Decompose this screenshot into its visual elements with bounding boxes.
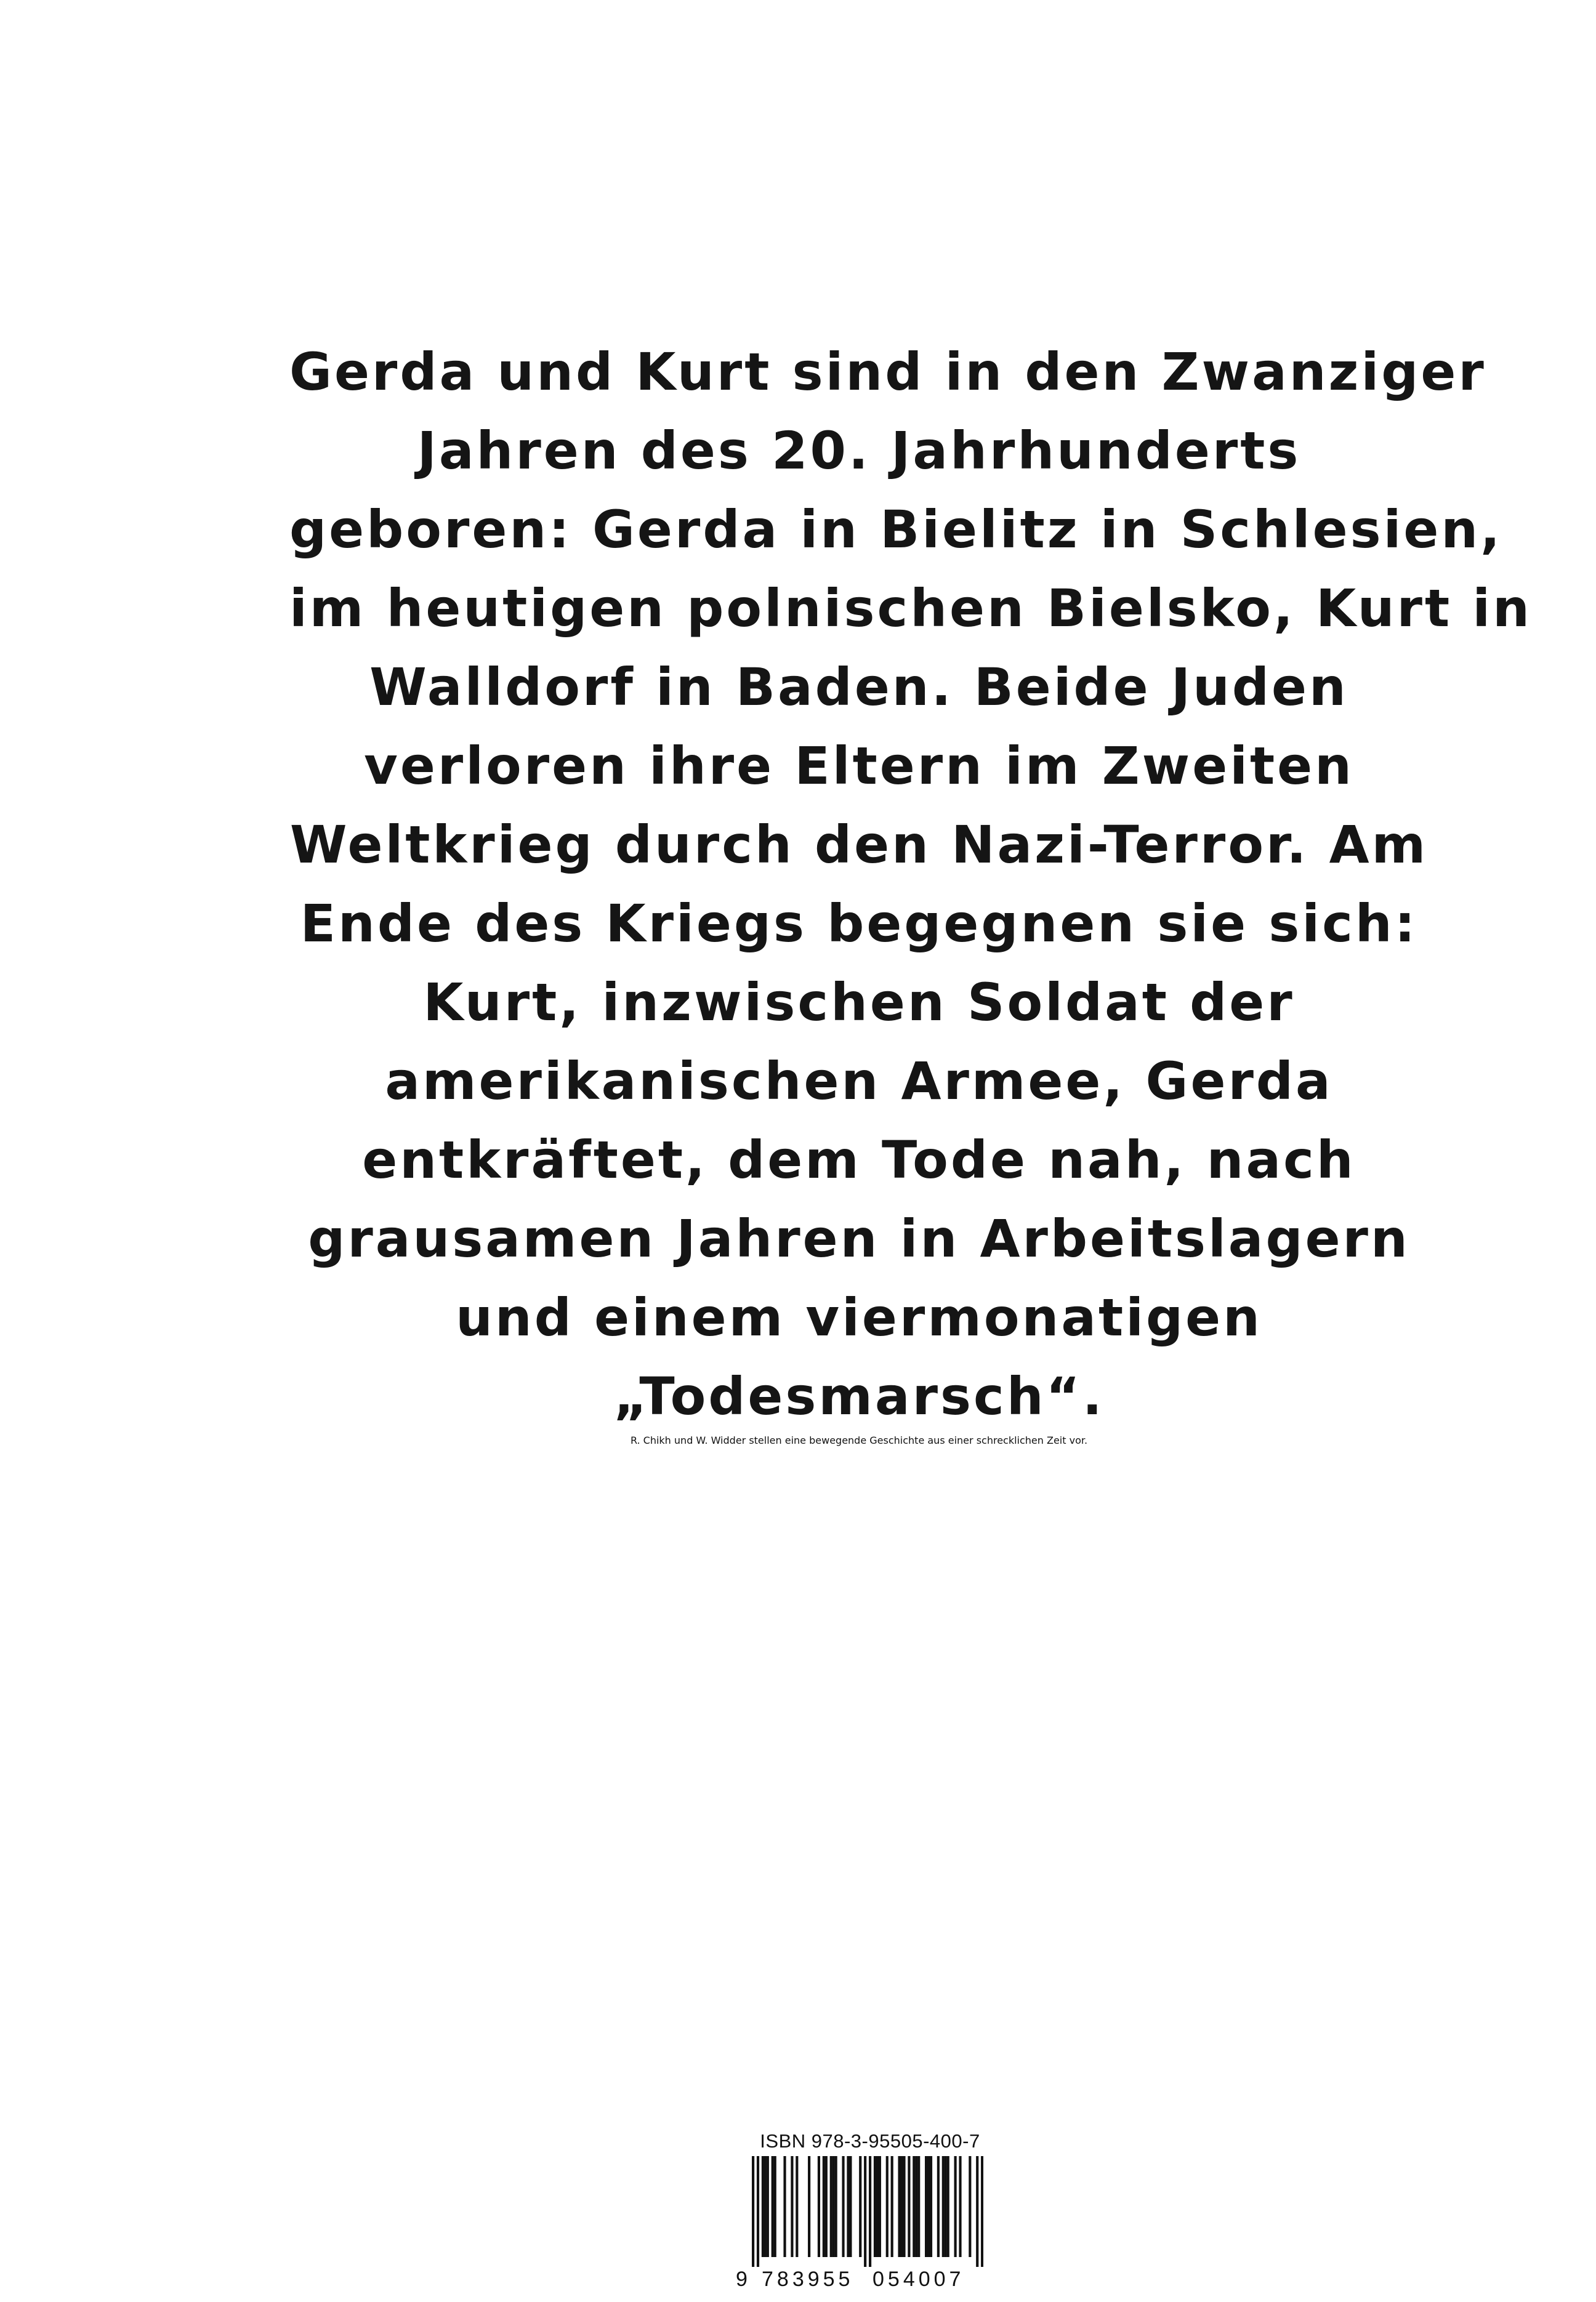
barcode-digits-left: 783955 <box>762 2268 854 2291</box>
barcode-guard-bar <box>981 2156 983 2267</box>
barcode-bar <box>969 2156 971 2257</box>
barcode-bar <box>930 2156 932 2257</box>
barcode-bar <box>937 2156 940 2257</box>
barcode-bar <box>808 2156 810 2257</box>
barcode-bar <box>767 2156 769 2257</box>
barcode-bar <box>927 2156 930 2257</box>
barcode-bar <box>842 2156 844 2257</box>
barcode-bar <box>783 2156 786 2257</box>
barcode-digit-first: 9 <box>736 2268 748 2291</box>
blurb-line: und einem viermonatigen <box>456 1287 1262 1348</box>
barcode-bar <box>891 2156 893 2257</box>
blurb-line: bewegende Geschichte aus einer <box>809 1435 973 1446</box>
barcode-bar <box>832 2156 835 2257</box>
barcode-guard-bar <box>864 2156 866 2267</box>
barcode-bar <box>791 2156 793 2257</box>
barcode-bar <box>879 2156 881 2257</box>
barcode-bar <box>915 2156 917 2257</box>
barcode-bar <box>925 2156 927 2257</box>
blurb-paragraph-2 <box>289 1435 1429 1446</box>
barcode-bar <box>825 2156 828 2257</box>
barcode-bar <box>886 2156 889 2257</box>
blurb-line: Gerda und Kurt sind in den Zwanziger <box>289 342 1486 402</box>
barcode-bar <box>835 2156 837 2257</box>
barcode-bar <box>898 2156 900 2257</box>
barcode-bar <box>942 2156 945 2257</box>
barcode-bar <box>830 2156 832 2257</box>
blurb-line: geboren: Gerda in Bielitz in Schlesien, <box>289 499 1503 560</box>
barcode-bar <box>849 2156 852 2257</box>
barcode-bar <box>945 2156 947 2257</box>
blurb-line: entkräftet, dem Tode nah, nach <box>362 1130 1356 1190</box>
blurb-line: Ende des Kriegs begegnen sie sich: <box>300 893 1418 954</box>
barcode-bar <box>847 2156 849 2257</box>
barcode-bar <box>859 2156 861 2257</box>
barcode-bar <box>900 2156 903 2257</box>
blurb-line: Weltkrieg durch den Nazi-Terror. Am <box>289 815 1429 875</box>
barcode-bars <box>752 2156 983 2267</box>
blurb-line: Walldorf in Baden. Beide Juden <box>369 657 1348 717</box>
barcode-bar <box>954 2156 957 2257</box>
barcode-bar <box>823 2156 825 2257</box>
barcode-bar <box>908 2156 910 2257</box>
barcode-bar <box>903 2156 905 2257</box>
barcode-bar <box>917 2156 920 2257</box>
barcode-bar <box>772 2156 774 2257</box>
barcode-bar <box>913 2156 915 2257</box>
barcode-bar <box>959 2156 961 2257</box>
barcode-digits-right: 054007 <box>873 2268 965 2291</box>
blurb-line: „Todesmarsch“. <box>613 1366 1105 1427</box>
barcode-guard-bar <box>976 2156 978 2267</box>
barcode-bar <box>876 2156 879 2257</box>
barcode-guard-bar <box>752 2156 754 2267</box>
isbn-label: ISBN 978-3-95505-400-7 <box>760 2130 980 2152</box>
barcode-bar <box>764 2156 767 2257</box>
blurb-paragraph-1 <box>289 332 1532 1436</box>
barcode-bar <box>874 2156 876 2257</box>
blurb-line: grausamen Jahren in Arbeitslagern <box>308 1209 1410 1269</box>
barcode-bar <box>947 2156 949 2257</box>
barcode-bar <box>774 2156 776 2257</box>
barcode-guard-bar <box>757 2156 759 2267</box>
barcode-bar <box>762 2156 764 2257</box>
blurb-line: Kurt, inzwischen Soldat der <box>423 972 1295 1032</box>
blurb-line: amerikanischen Armee, Gerda <box>385 1051 1333 1111</box>
blurb-line: schrecklichen Zeit vor. <box>976 1435 1088 1446</box>
isbn-barcode <box>735 2130 992 2295</box>
blurb-line: Jahren des 20. Jahrhunderts <box>417 421 1301 481</box>
blurb-line: verloren ihre Eltern im Zweiten <box>364 736 1354 796</box>
blurb-line: R. Chikh und W. Widder stellen eine <box>630 1435 807 1446</box>
barcode-bar <box>796 2156 798 2257</box>
barcode-bar <box>818 2156 820 2257</box>
blurb-line: im heutigen polnischen Bielsko, Kurt in <box>289 578 1532 638</box>
barcode-guard-bar <box>869 2156 871 2267</box>
